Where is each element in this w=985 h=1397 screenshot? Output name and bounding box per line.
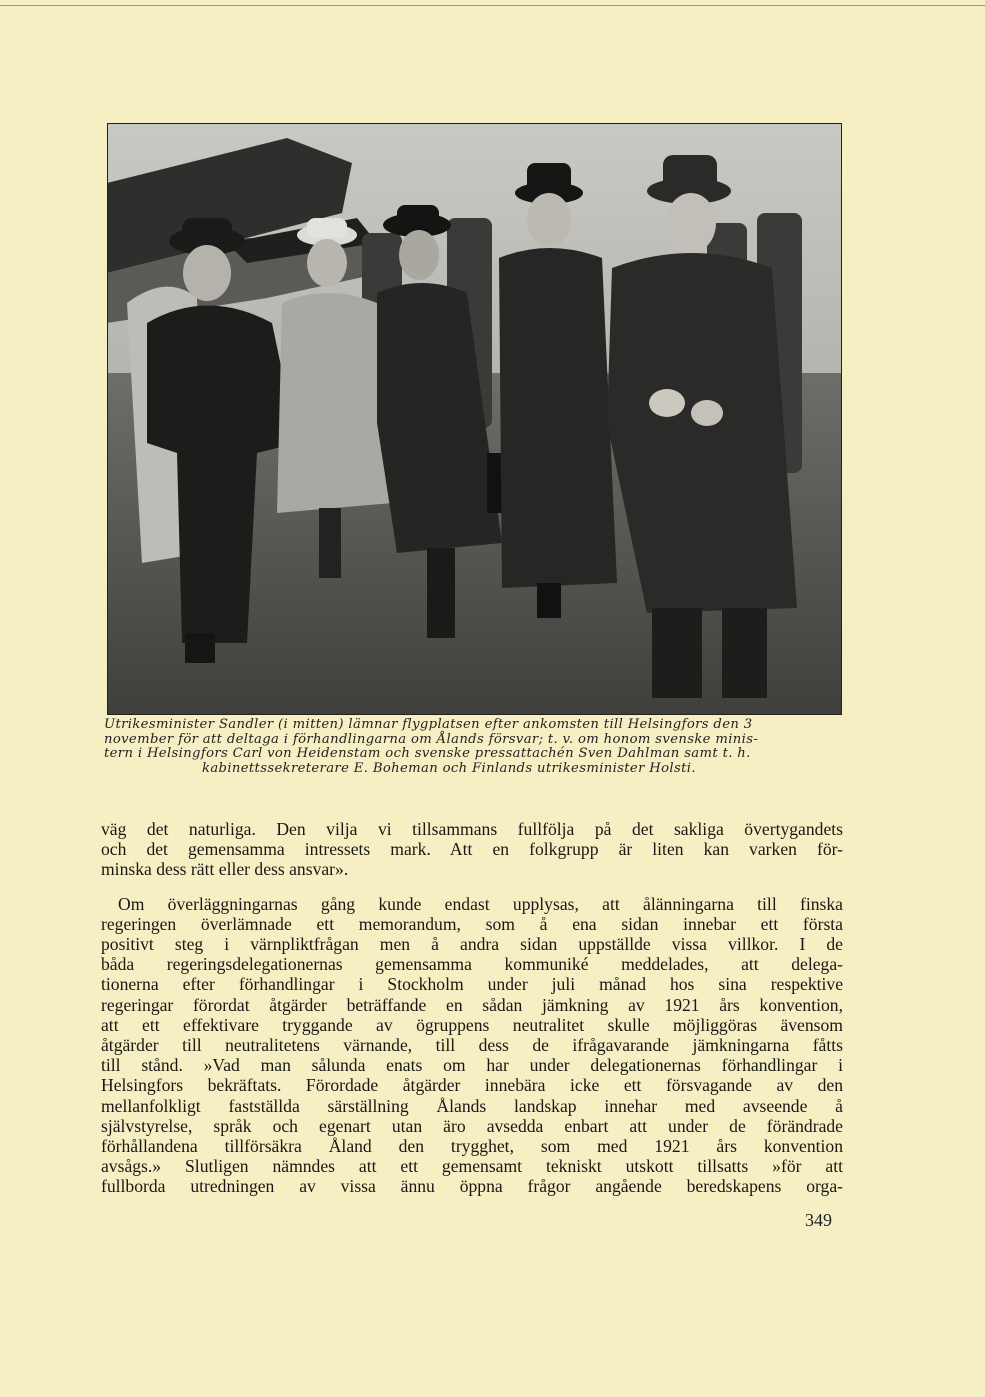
top-rule bbox=[0, 5, 985, 6]
photograph bbox=[107, 123, 842, 715]
text-line: positivt steg i värnpliktfrågan men å andra sidan uppställde vissa villkor. I de bbox=[101, 934, 843, 955]
text-line: avsågs.» Slutligen nämndes att ett gemensamt tekniskt utskott tillsatts »för att bbox=[101, 1156, 843, 1177]
text-line: väg det naturliga. Den vilja vi tillsammans fullfölja på det sakliga övertygandets bbox=[101, 819, 843, 839]
text-line: båda regeringsdelegationernas gemensamma kommuniké meddelades, att delega- bbox=[101, 954, 843, 975]
photograph-illustration bbox=[107, 123, 842, 715]
text-line: tionerna efter förhandlingar i Stockholm under juli månad hos sina respektive bbox=[101, 974, 843, 995]
text-line: förhållandena tillförsäkra Åland den trygghet, som med 1921 års konvention bbox=[101, 1136, 843, 1157]
text-line: minska dess rätt eller dess ansvar». bbox=[101, 859, 349, 880]
caption-line: november för att deltaga i förhandlingarna om Ålands försvar; t. v. om honom svenske minis- bbox=[104, 731, 759, 747]
text-line: fullborda utredningen av vissa ännu öppna frågor angående beredskapens orga- bbox=[101, 1176, 843, 1197]
text-line: regeringen överlämnade ett memorandum, som å ena sidan innebar ett första bbox=[101, 913, 843, 934]
page-number: 349 bbox=[805, 1210, 832, 1230]
text-line: åtgärder till neutralitetens värnande, till dess de ifrågavarande jämkningarna fåtts bbox=[101, 1035, 843, 1056]
text-line: mellanfolkligt fastställda särställning Ålands landskap innehar med avseende å bbox=[101, 1095, 843, 1116]
text-line: regeringar förordat åtgärder beträffande en sådan jämkning av 1921 års konvention, bbox=[101, 994, 843, 1015]
body-text bbox=[101, 819, 843, 1197]
caption-line: Utrikesminister Sandler (i mitten) lämnar flygplatsen efter ankomsten till Helsingfors den 3 bbox=[104, 717, 753, 732]
caption-line: kabinettssekreterare E. Boheman och Finlands utrikesminister Holsti. bbox=[202, 760, 696, 776]
paragraph-1 bbox=[101, 819, 843, 880]
caption-line: tern i Helsingfors Carl von Heidenstam och svenske pressattachén Sven Dahlman samt t. h. bbox=[104, 746, 751, 762]
text-line: Om överläggningarnas gång kunde endast upplysas, att ålänningarna till finska bbox=[118, 893, 843, 914]
photo-caption bbox=[104, 718, 840, 776]
text-line: självstyrelse, språk och egenart utan äro avsedda enbart att under de förändrade bbox=[101, 1115, 843, 1136]
text-line: och det gemensamma intressets mark. Att en folkgrupp är liten kan varken för- bbox=[101, 839, 843, 860]
paragraph-2 bbox=[101, 894, 843, 1197]
text-line: att ett effektivare tryggande av ögruppens neutralitet skulle möjliggöras ävensom bbox=[101, 1014, 843, 1035]
text-line: Helsingfors bekräftats. Förordade åtgärder innebära icke ett försvagande av den bbox=[101, 1075, 843, 1096]
text-line: till stånd. »Vad man sålunda enats om har under delegationernas förhandlingar i bbox=[101, 1055, 843, 1076]
